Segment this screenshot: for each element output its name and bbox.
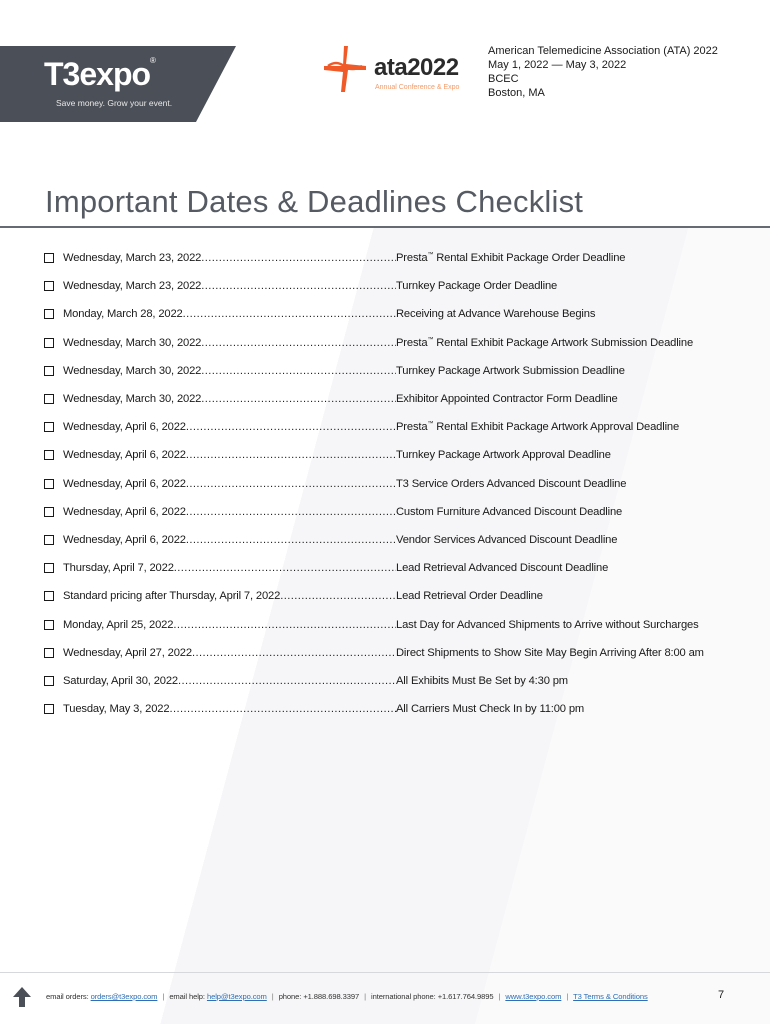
task-label: Rental Exhibit Package Artwork Approval Deadline bbox=[433, 421, 680, 434]
checklist-item bbox=[44, 667, 764, 695]
task-label: All Exhibits Must Be Set by 4:30 pm bbox=[396, 674, 568, 687]
deadline-task bbox=[396, 308, 595, 320]
task-label: Turnkey Package Artwork Approval Deadline bbox=[396, 449, 611, 462]
checkbox[interactable] bbox=[44, 591, 54, 601]
deadline-date: Wednesday, March 23, 2022 bbox=[63, 252, 202, 265]
deadline-date: Thursday, April 7, 2022 bbox=[63, 562, 174, 575]
dot-leader bbox=[174, 562, 396, 574]
checklist-item bbox=[44, 695, 764, 723]
separator: | bbox=[566, 992, 569, 1001]
deadline-date: Tuesday, May 3, 2022 bbox=[63, 703, 170, 716]
checklist-item bbox=[44, 554, 764, 582]
date-with-leader bbox=[63, 506, 396, 518]
event-dates: May 1, 2022 — May 3, 2022 bbox=[488, 59, 627, 71]
deadline-date: Wednesday, April 27, 2022 bbox=[63, 646, 192, 659]
dot-leader bbox=[186, 421, 396, 433]
checkbox[interactable] bbox=[44, 563, 54, 573]
checkbox[interactable] bbox=[44, 338, 54, 348]
deadline-date: Wednesday, April 6, 2022 bbox=[63, 449, 186, 462]
deadline-date: Monday, April 25, 2022 bbox=[63, 618, 174, 631]
t3expo-logo: T3expo® bbox=[44, 56, 155, 92]
deadline-date: Standard pricing after Thursday, April 7, 2022 bbox=[63, 590, 281, 603]
checklist-item bbox=[44, 610, 764, 638]
ata-subtitle: Annual Conference & Expo bbox=[375, 84, 460, 91]
deadline-task bbox=[396, 337, 693, 349]
deadline-task bbox=[396, 393, 618, 405]
checklist-item bbox=[44, 582, 764, 610]
event-info bbox=[488, 44, 718, 100]
email-help-label: email help: bbox=[169, 992, 205, 1001]
date-with-leader bbox=[63, 675, 396, 687]
arrow-up-icon bbox=[12, 986, 32, 1008]
checkbox[interactable] bbox=[44, 676, 54, 686]
dot-leader bbox=[183, 308, 396, 320]
deadline-date: Wednesday, March 30, 2022 bbox=[63, 336, 202, 349]
deadline-task bbox=[396, 365, 625, 377]
task-label: Receiving at Advance Warehouse Begins bbox=[396, 308, 596, 321]
deadline-date: Saturday, April 30, 2022 bbox=[63, 674, 178, 687]
checkbox[interactable] bbox=[44, 479, 54, 489]
checkbox[interactable] bbox=[44, 309, 54, 319]
task-label: Vendor Services Advanced Discount Deadline bbox=[396, 533, 618, 546]
task-label: Turnkey Package Artwork Submission Deadline bbox=[396, 364, 625, 377]
dot-leader bbox=[186, 449, 396, 461]
deadline-task bbox=[396, 675, 568, 687]
dot-leader bbox=[186, 478, 396, 490]
checklist-item bbox=[44, 300, 764, 328]
intl-phone-label: international phone: bbox=[370, 992, 436, 1001]
dot-leader bbox=[201, 393, 396, 405]
deadline-date: Wednesday, April 6, 2022 bbox=[63, 421, 186, 434]
task-label: Last Day for Advanced Shipments to Arrive without Surcharges bbox=[396, 618, 699, 631]
deadline-task bbox=[396, 421, 679, 433]
dot-leader bbox=[201, 337, 396, 349]
deadline-task bbox=[396, 647, 704, 659]
task-label: Exhibitor Appointed Contractor Form Deadline bbox=[396, 393, 618, 406]
checklist-item bbox=[44, 526, 764, 554]
checkbox[interactable] bbox=[44, 394, 54, 404]
task-label: Direct Shipments to Show Site May Begin Arriving After 8:00 am bbox=[396, 646, 704, 659]
checkbox[interactable] bbox=[44, 253, 54, 263]
website-link[interactable]: www.t3expo.com bbox=[505, 992, 562, 1001]
checkbox[interactable] bbox=[44, 450, 54, 460]
deadline-date: Wednesday, April 6, 2022 bbox=[63, 477, 186, 490]
task-label: T3 Service Orders Advanced Discount Deadline bbox=[396, 477, 627, 490]
checklist-item bbox=[44, 244, 764, 272]
trademark-mark: ™ bbox=[427, 336, 434, 343]
phone-number: +1.888.698.3397 bbox=[303, 992, 360, 1001]
dot-leader bbox=[280, 590, 396, 602]
deadline-task bbox=[396, 703, 584, 715]
page-number: 7 bbox=[718, 989, 725, 1001]
checkbox[interactable] bbox=[44, 620, 54, 630]
deadline-task bbox=[396, 590, 543, 602]
dot-leader bbox=[186, 506, 396, 518]
checkbox[interactable] bbox=[44, 422, 54, 432]
checklist-item bbox=[44, 272, 764, 300]
date-with-leader bbox=[63, 619, 396, 631]
email-help-link[interactable]: help@t3expo.com bbox=[206, 992, 267, 1001]
logo-tagline: Save money. Grow your event. bbox=[56, 98, 173, 108]
date-with-leader bbox=[63, 393, 396, 405]
footer-divider bbox=[0, 972, 770, 973]
checkbox[interactable] bbox=[44, 507, 54, 517]
deadline-task bbox=[396, 562, 608, 574]
checklist-item bbox=[44, 470, 764, 498]
dot-leader bbox=[201, 280, 396, 292]
task-label: All Carriers Must Check In by 11:00 pm bbox=[396, 703, 585, 716]
deadline-task bbox=[396, 619, 699, 631]
checklist-item bbox=[44, 498, 764, 526]
separator: | bbox=[498, 992, 501, 1001]
task-label: Rental Exhibit Package Artwork Submission Deadline bbox=[433, 336, 694, 349]
deadline-task bbox=[396, 478, 626, 490]
date-with-leader bbox=[63, 478, 396, 490]
separator: | bbox=[162, 992, 165, 1001]
deadline-date: Wednesday, April 6, 2022 bbox=[63, 533, 186, 546]
dot-leader bbox=[178, 675, 396, 687]
separator: | bbox=[364, 992, 366, 1001]
terms-link[interactable]: T3 Terms & Conditions bbox=[573, 992, 648, 1001]
deadline-date: Wednesday, March 30, 2022 bbox=[63, 364, 202, 377]
dot-leader bbox=[192, 647, 396, 659]
deadline-date: Monday, March 28, 2022 bbox=[63, 308, 183, 321]
intl-phone-number: +1.617.764.9895 bbox=[437, 992, 494, 1001]
deadline-date: Wednesday, April 6, 2022 bbox=[63, 505, 186, 518]
dot-leader bbox=[201, 365, 396, 377]
date-with-leader bbox=[63, 308, 396, 320]
separator: | bbox=[271, 992, 274, 1001]
event-venue: BCEC bbox=[488, 73, 519, 85]
deadline-task bbox=[396, 280, 557, 292]
deadline-task bbox=[396, 252, 625, 264]
checkbox[interactable] bbox=[44, 648, 54, 658]
task-label: Rental Exhibit Package Order Deadline bbox=[433, 252, 626, 265]
task-brand: Presta bbox=[396, 252, 428, 265]
date-with-leader bbox=[63, 449, 396, 461]
phone-label: phone: bbox=[278, 992, 302, 1001]
checkbox[interactable] bbox=[44, 281, 54, 291]
dot-leader bbox=[173, 619, 396, 631]
task-label: Lead Retrieval Advanced Discount Deadline bbox=[396, 562, 609, 575]
event-city: Boston, MA bbox=[488, 87, 545, 99]
date-with-leader bbox=[63, 534, 396, 546]
page-footer bbox=[0, 972, 770, 1024]
date-with-leader bbox=[63, 365, 396, 377]
task-brand: Presta bbox=[396, 336, 428, 349]
page-header bbox=[0, 0, 770, 228]
email-orders-label: email orders: bbox=[46, 992, 89, 1001]
deadline-task bbox=[396, 449, 611, 461]
ata-wordmark: ata2022 bbox=[374, 54, 459, 81]
date-with-leader bbox=[63, 562, 396, 574]
task-label: Lead Retrieval Order Deadline bbox=[396, 590, 543, 603]
task-label: Custom Furniture Advanced Discount Deadline bbox=[396, 505, 623, 518]
date-with-leader bbox=[63, 421, 396, 433]
date-with-leader bbox=[63, 590, 396, 602]
date-with-leader bbox=[63, 337, 396, 349]
deadline-date: Wednesday, March 30, 2022 bbox=[63, 393, 202, 406]
checklist-item bbox=[44, 329, 764, 357]
trademark-mark: ™ bbox=[427, 421, 434, 428]
checklist-item bbox=[44, 441, 764, 469]
checkbox[interactable] bbox=[44, 366, 54, 376]
page-title: Important Dates & Deadlines Checklist bbox=[45, 184, 584, 219]
footer-contact bbox=[46, 992, 648, 1001]
event-name: American Telemedicine Association (ATA) 2022 bbox=[488, 45, 718, 57]
date-with-leader bbox=[63, 252, 396, 264]
checklist-item bbox=[44, 639, 764, 667]
checklist-item bbox=[44, 413, 764, 441]
trademark-mark: ™ bbox=[427, 252, 434, 259]
deadline-task bbox=[396, 506, 622, 518]
deadline-date: Wednesday, March 23, 2022 bbox=[63, 280, 202, 293]
checkbox[interactable] bbox=[44, 535, 54, 545]
dot-leader bbox=[201, 252, 396, 264]
date-with-leader bbox=[63, 647, 396, 659]
deadline-checklist bbox=[44, 244, 764, 723]
dot-leader bbox=[186, 534, 396, 546]
date-with-leader bbox=[63, 280, 396, 292]
deadline-task bbox=[396, 534, 617, 546]
email-orders-link[interactable]: orders@t3expo.com bbox=[90, 992, 158, 1001]
dot-leader bbox=[169, 703, 396, 715]
task-brand: Presta bbox=[396, 421, 428, 434]
checkbox[interactable] bbox=[44, 704, 54, 714]
task-label: Turnkey Package Order Deadline bbox=[396, 280, 558, 293]
date-with-leader bbox=[63, 703, 396, 715]
checklist-item bbox=[44, 385, 764, 413]
checklist-item bbox=[44, 357, 764, 385]
title-divider bbox=[0, 226, 770, 228]
